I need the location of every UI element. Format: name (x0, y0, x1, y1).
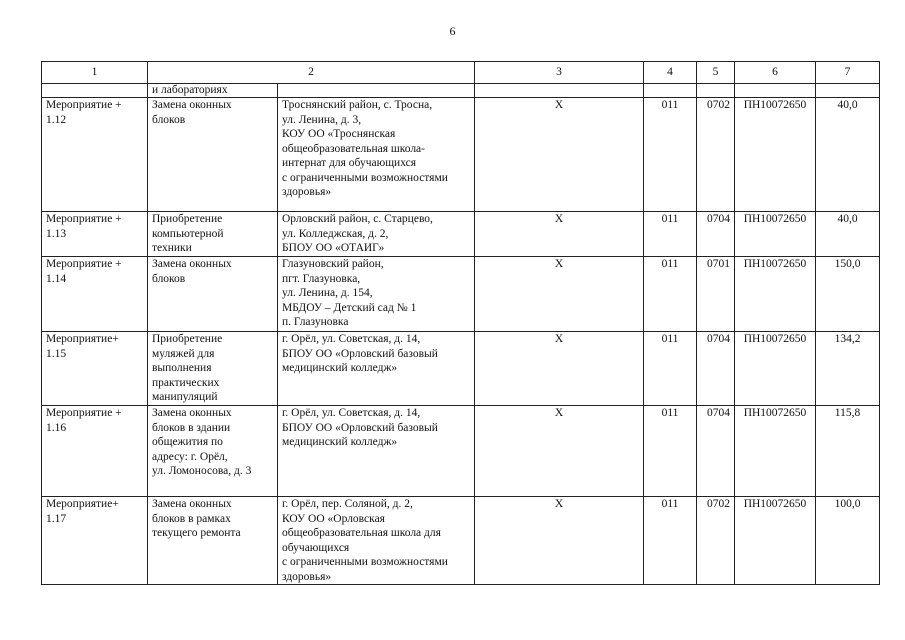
mark-cell: Х (475, 98, 644, 212)
section-code-cell: 0702 (697, 98, 735, 212)
funding-table (41, 61, 880, 585)
cell-line: Замена оконных (152, 99, 232, 111)
table-row (42, 332, 880, 406)
cell-line: Замена оконных (152, 258, 232, 270)
activity-description-cell (148, 212, 278, 257)
address-cell (278, 98, 475, 212)
table-row (42, 257, 880, 332)
section-code-cell: 0704 (697, 332, 735, 406)
table-row (42, 212, 880, 257)
cell-line: Замена оконных (152, 498, 232, 510)
cell (816, 84, 880, 98)
target-code-cell: ПН10072650 (735, 406, 816, 497)
code-cell: 011 (644, 406, 697, 497)
cell-line: КОУ ОО «Орловская (282, 512, 385, 525)
cell-line: муляжей для (152, 347, 215, 360)
activity-description-cell (148, 332, 278, 406)
code-cell: 011 (644, 98, 697, 212)
target-code-cell: ПН10072650 (735, 98, 816, 212)
cell-line: общежития по (152, 436, 223, 448)
header-cell: 1 (42, 62, 148, 84)
mark-cell: Х (475, 332, 644, 406)
address-cell (278, 257, 475, 332)
mark-cell: Х (475, 406, 644, 497)
header-cell: 6 (735, 62, 816, 84)
cell-line: блоков (152, 113, 186, 126)
cell-line: Орловский район, с. Старцево, (282, 213, 433, 225)
cell-line: Мероприятие + (46, 99, 122, 111)
address-cell (278, 332, 475, 406)
cell-line: техники (152, 242, 192, 254)
activity-description-cell (148, 497, 278, 585)
cell-line: г. Орёл, ул. Советская, д. 14, (282, 407, 421, 419)
cell-line: ул. Колледжская, д. 2, (282, 227, 389, 240)
cell-line: блоков в рамках (152, 512, 231, 525)
cell (735, 84, 816, 98)
cell-line: практических (152, 376, 220, 389)
cell-line: блоков в здании (152, 421, 231, 434)
cell-line: манипуляций (152, 391, 218, 403)
continuation-row (42, 84, 880, 98)
activity-number-cell (42, 332, 148, 406)
cell (644, 84, 697, 98)
header-cell: 7 (816, 62, 880, 84)
activity-description-cell (148, 257, 278, 332)
mark-cell: Х (475, 257, 644, 332)
cell-line: интернат для обучающихся (282, 157, 417, 169)
cell-line: г. Орёл, пер. Соляной, д. 2, (282, 498, 413, 510)
activity-description-cell (148, 406, 278, 497)
header-cell: 5 (697, 62, 735, 84)
cell-line: с ограниченными возможностями (282, 171, 448, 184)
cell-line: медицинский колледж» (282, 362, 398, 374)
cell-line: Мероприятие + (46, 407, 122, 419)
activity-number-cell (42, 212, 148, 257)
continuation-text: и лабораториях (148, 84, 278, 98)
address-cell (278, 497, 475, 585)
activity-number-cell (42, 406, 148, 497)
cell-line: 1.12 (46, 113, 67, 126)
cell-line: медицинский колледж» (282, 436, 398, 448)
amount-cell: 115,8 (816, 406, 880, 497)
cell-line: Мероприятие+ (46, 498, 119, 510)
cell-line: 1.17 (46, 512, 67, 525)
cell-line: Мероприятие+ (46, 333, 119, 345)
target-code-cell: ПН10072650 (735, 332, 816, 406)
cell (42, 84, 148, 98)
code-cell: 011 (644, 497, 697, 585)
cell-line: ул. Ленина, д. 154, (282, 287, 373, 299)
section-code-cell: 0702 (697, 497, 735, 585)
cell-line: 1.15 (46, 347, 67, 360)
cell-line: Глазуновский район, (282, 258, 384, 270)
cell-line: 1.16 (46, 421, 67, 434)
cell-line: Мероприятие + (46, 213, 122, 225)
code-cell: 011 (644, 212, 697, 257)
code-cell: 011 (644, 257, 697, 332)
table-row (42, 98, 880, 212)
cell-line: пгт. Глазуновка, (282, 272, 361, 285)
cell-line: текущего ремонта (152, 527, 241, 539)
amount-cell: 134,2 (816, 332, 880, 406)
address-cell (278, 406, 475, 497)
cell-line: п. Глазуновка (282, 316, 349, 328)
cell-line: выполнения (152, 362, 212, 374)
cell-line: ул. Ломоносова, д. 3 (152, 465, 252, 477)
header-cell: 3 (475, 62, 644, 84)
cell-line: блоков (152, 272, 186, 285)
cell-line: ул. Ленина, д. 3, (282, 113, 362, 126)
amount-cell: 100,0 (816, 497, 880, 585)
cell-line: 1.13 (46, 227, 67, 240)
cell (278, 84, 475, 98)
cell-line: БПОУ ОО «Орловский базовый (282, 421, 438, 434)
activity-number-cell (42, 257, 148, 332)
activity-description-cell (148, 98, 278, 212)
cell-line: общеобразовательная школа для (282, 527, 441, 539)
cell-line: здоровья» (282, 570, 332, 583)
table-row (42, 406, 880, 497)
target-code-cell: ПН10072650 (735, 212, 816, 257)
cell-line: с ограниченными возможностями (282, 556, 448, 568)
amount-cell: 40,0 (816, 212, 880, 257)
cell-line: Мероприятие + (46, 258, 122, 270)
cell (475, 84, 644, 98)
cell-line: здоровья» (282, 186, 332, 198)
table-row (42, 497, 880, 585)
cell-line: Замена оконных (152, 407, 232, 419)
cell (697, 84, 735, 98)
section-code-cell: 0704 (697, 406, 735, 497)
cell-line: Приобретение (152, 213, 223, 225)
cell-line: КОУ ОО «Троснянская (282, 128, 396, 140)
amount-cell: 40,0 (816, 98, 880, 212)
mark-cell: Х (475, 212, 644, 257)
header-cell: 4 (644, 62, 697, 84)
cell-line: 1.14 (46, 272, 67, 285)
cell-line: МБДОУ – Детский сад № 1 (282, 301, 417, 314)
section-code-cell: 0704 (697, 212, 735, 257)
header-cell: 2 (148, 62, 475, 84)
cell-line: БПОУ ОО «ОТАИГ» (282, 242, 385, 254)
mark-cell: Х (475, 497, 644, 585)
cell-line: г. Орёл, ул. Советская, д. 14, (282, 333, 421, 345)
cell-line: адресу: г. Орёл, (152, 450, 228, 463)
cell-line: Троснянский район, с. Тросна, (282, 99, 433, 111)
cell-line: БПОУ ОО «Орловский базовый (282, 347, 438, 360)
amount-cell: 150,0 (816, 257, 880, 332)
page-number: 6 (449, 24, 456, 38)
section-code-cell: 0701 (697, 257, 735, 332)
address-cell (278, 212, 475, 257)
column-number-row (42, 62, 880, 84)
activity-number-cell (42, 98, 148, 212)
cell-line: Приобретение (152, 333, 223, 345)
activity-number-cell (42, 497, 148, 585)
cell-line: обучающихся (282, 541, 350, 554)
cell-line: общеобразовательная школа- (282, 142, 425, 155)
target-code-cell: ПН10072650 (735, 497, 816, 585)
code-cell: 011 (644, 332, 697, 406)
target-code-cell: ПН10072650 (735, 257, 816, 332)
cell-line: компьютерной (152, 227, 224, 240)
